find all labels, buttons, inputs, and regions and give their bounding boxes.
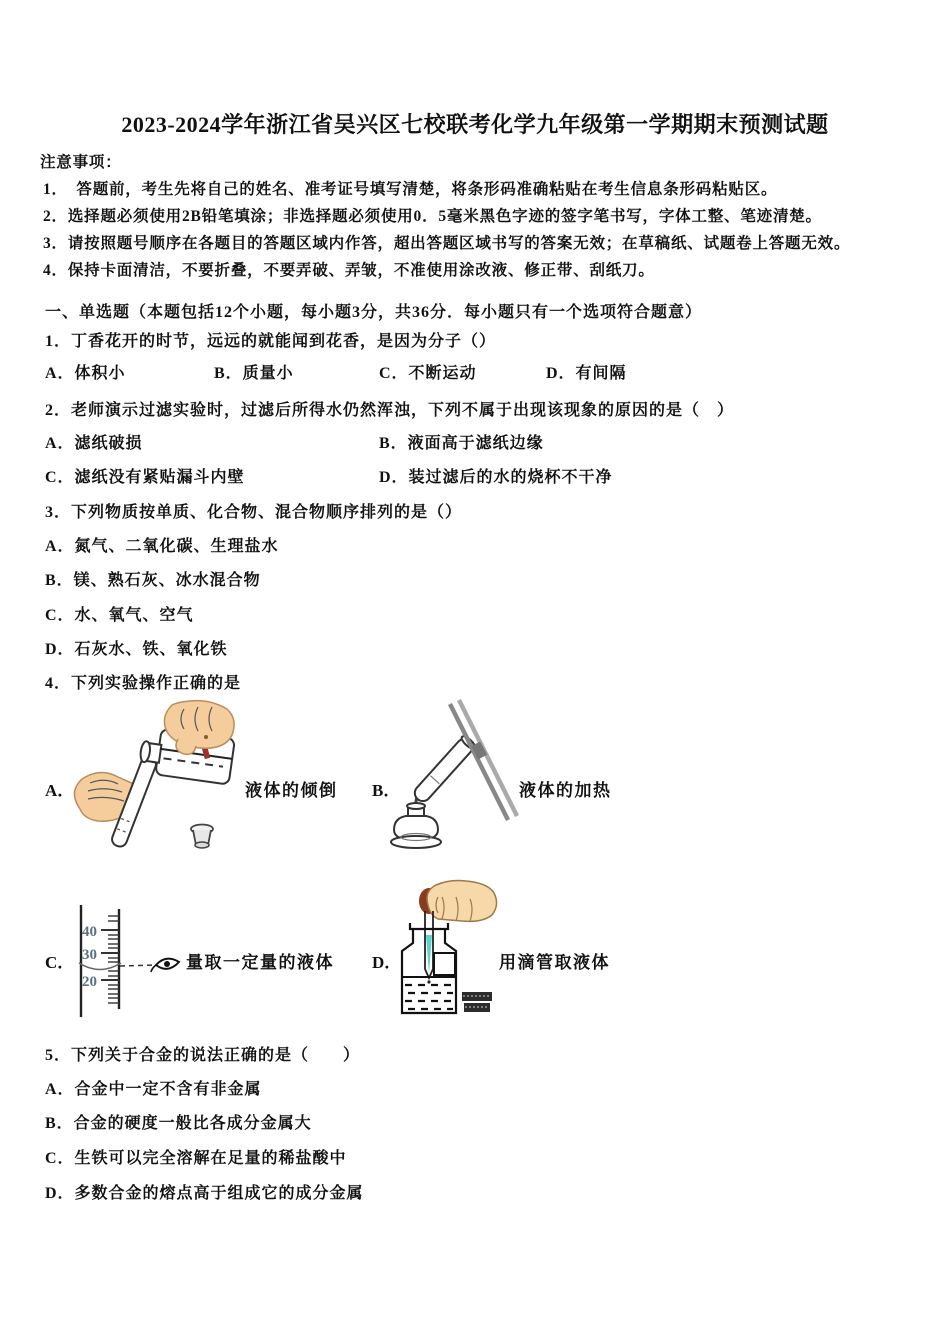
question-3-stem: 3．下列物质按单质、化合物、混合物顺序排列的是（）	[45, 504, 463, 521]
question-2-option-a: A．滤纸破损	[45, 435, 143, 452]
meniscus-curve	[79, 963, 121, 970]
question-3-option-a: A．氮气、二氧化碳、生理盐水	[45, 538, 279, 555]
eye-icon	[151, 959, 179, 972]
notice-item-3: 3．请按照题号顺序在各题目的答题区域内作答，超出答题区域书写的答案无效；在草稿纸、试题卷上答题无效。	[43, 235, 851, 252]
measuring-cylinder	[79, 905, 121, 1017]
figure-a-caption: 液体的倾倒	[245, 781, 338, 800]
scale-mark-30: 30	[82, 947, 97, 963]
question-3-option-c: C．水、氧气、空气	[45, 607, 194, 624]
notice-heading: 注意事项：	[40, 154, 122, 171]
dropper-in-bottle-figure	[396, 877, 504, 1023]
question-1-option-c: C．不断运动	[379, 365, 477, 382]
question-5-option-b: B．合金的硬度一般比各成分金属大	[45, 1115, 312, 1132]
pouring-liquid-figure	[60, 697, 240, 862]
question-1-option-d: D．有间隔	[546, 365, 627, 382]
figure-d-label: D．	[372, 953, 402, 972]
question-2-option-d: D．装过滤后的水的烧杯不干净	[379, 469, 613, 486]
question-5-option-c: C．生铁可以完全溶解在足量的稀盐酸中	[45, 1150, 347, 1167]
question-2-option-b: B．液面高于滤纸边缘	[379, 435, 544, 452]
dropper-hand	[427, 881, 497, 922]
question-5-option-d: D．多数合金的熔点高于组成它的成分金属	[45, 1185, 364, 1202]
question-3-option-d: D．石灰水、铁、氧化铁	[45, 641, 228, 658]
sight-line	[120, 965, 155, 966]
notice-item-2: 2．选择题必须使用2B铅笔填涂；非选择题必须使用0．5毫米黑色字迹的签字笔书写，字体工整、笔迹清楚。	[43, 208, 822, 225]
dropper	[425, 911, 433, 984]
question-1-option-a: A．体积小	[45, 365, 126, 382]
alcohol-lamp	[391, 796, 441, 848]
scale-mark-40: 40	[82, 924, 97, 940]
notice-item-1: 1． 答题前，考生先将自己的姓名、准考证号填写清楚，将条形码准确粘贴在考生信息条形码粘贴区。	[43, 181, 778, 198]
scale-mark-20: 20	[82, 974, 97, 990]
bottle-inner-label	[434, 953, 455, 975]
question-2-stem: 2．老师演示过滤实验时，过滤后所得水仍然浑浊，下列不属于出现该现象的原因的是（ ）	[45, 402, 735, 419]
question-1-stem: 1．丁香花开的时节，远远的就能闻到花香，是因为分子（）	[45, 333, 497, 350]
bottle-stopper	[191, 825, 213, 849]
question-2-option-c: C．滤纸没有紧贴漏斗内壁	[45, 469, 245, 486]
figure-a-label: A．	[45, 781, 75, 800]
test-tube	[411, 734, 477, 804]
question-4-stem: 4．下列实验操作正确的是	[45, 675, 242, 692]
page-title: 2023-2024学年浙江省吴兴区七校联考化学九年级第一学期期末预测试题	[121, 112, 829, 137]
bottle-liquid	[405, 985, 453, 1009]
notice-item-4: 4．保持卡面清洁，不要折叠，不要弄破、弄皱，不准使用涂改液、修正带、刮纸刀。	[43, 262, 655, 279]
figure-b-label: B．	[372, 781, 401, 800]
reading-graduated-cylinder-figure	[76, 903, 191, 1021]
question-5-option-a: A．合金中一定不含有非金属	[45, 1081, 262, 1098]
figure-c-caption: 量取一定量的液体	[186, 953, 334, 972]
figure-c-label: C．	[45, 953, 75, 972]
question-5-stem: 5．下列关于合金的说法正确的是（ ）	[45, 1047, 361, 1064]
question-3-option-b: B．镁、熟石灰、冰水混合物	[45, 572, 261, 589]
figure-b-caption: 液体的加热	[519, 781, 612, 800]
figure-d-caption: 用滴管取液体	[499, 953, 610, 972]
section-heading: 一、单选题（本题包括12个小题，每小题3分，共36分．每小题只有一个选项符合题意）	[45, 304, 703, 321]
bottle-stopper	[462, 992, 492, 1012]
question-1-option-b: B．质量小	[214, 365, 294, 382]
